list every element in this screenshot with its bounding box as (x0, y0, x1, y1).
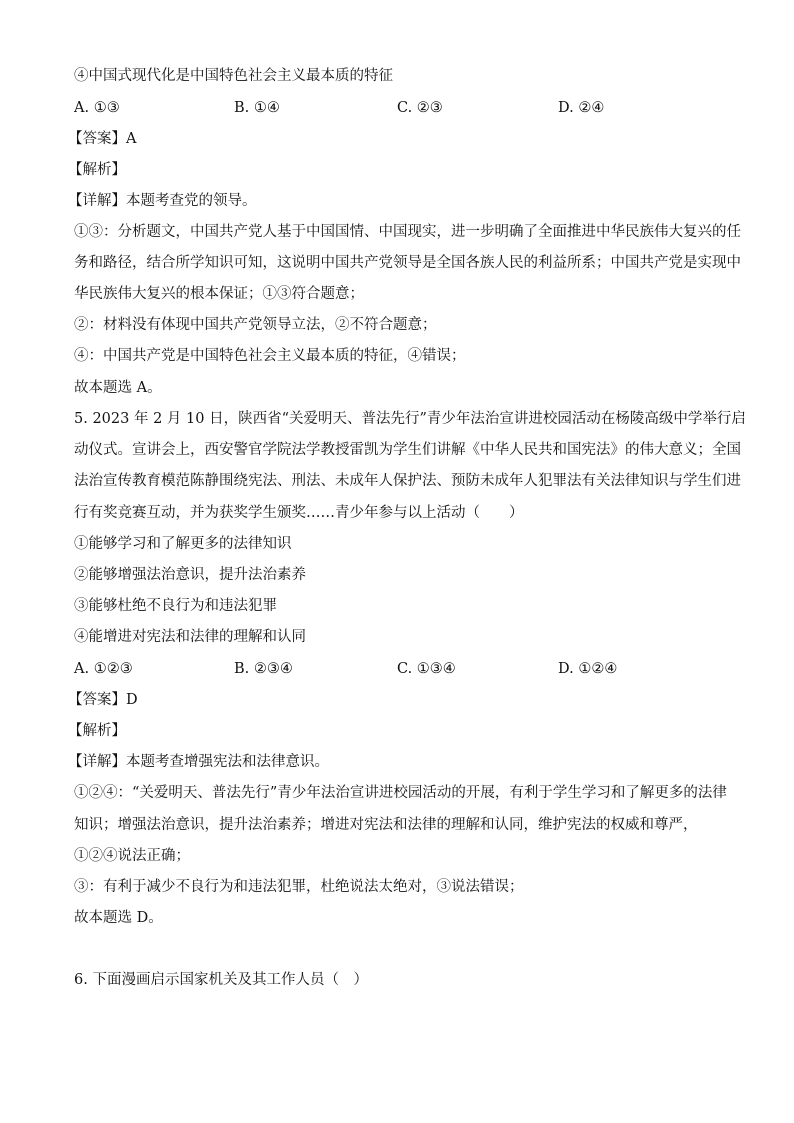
q4-option-d: D. ②④ (558, 100, 605, 116)
q5-explanation-2: ③：有利于减少不良行为和违法犯罪，杜绝说法太绝对，③说法错误； (74, 879, 524, 895)
q4-analysis-heading: 【解析】 (68, 162, 126, 178)
q4-explanation-1b: 务和路径，结合所学知识可知，这说明中国共产党领导是全国各族人民的利益所系；中国共产党是实现中 (74, 255, 741, 271)
q5-explanation-1a: ①②④：“关爱明天、普法先行”青少年法治宣讲进校园活动的开展，有利于学生学习和了解更多的法律 (74, 785, 727, 801)
q5-option-b: B. ②③④ (234, 661, 293, 677)
q4-explanation-3: ④：中国共产党是中国特色社会主义最本质的特征，④错误； (74, 348, 466, 364)
q5-stem-line-3: 法治宣传教育模范陈静围绕宪法、刑法、未成年人保护法、预防未成年人犯罪法有关法律知识与学生们进 (74, 473, 741, 489)
q4-explanation-1c: 华民族伟大复兴的根本保证；①③符合题意； (74, 286, 364, 302)
q5-stem-line-2: 动仪式。宣讲会上，西安警官学院法学教授雷凯为学生们讲解《中华人民共和国宪法》的伟大意义；全国 (74, 442, 741, 458)
q4-conclusion: 故本题选 A。 (74, 380, 162, 396)
q5-statement-3: ③能够杜绝不良行为和违法犯罪 (74, 598, 277, 614)
q5-explanation-1c: ①②④说法正确； (74, 848, 190, 864)
q4-explanation-1a: ①③：分析题文，中国共产党人基于中国国情、中国现实，进一步明确了全面推进中华民族伟大复兴的任 (74, 224, 741, 240)
q4-option-c: C. ②③ (397, 100, 443, 116)
q5-stem-line-1: 5. 2023 年 2 月 10 日，陕西省“关爱明天、普法先行”青少年法治宣讲进校园活动在杨陵高级中学举行启 (74, 411, 746, 427)
q5-explanation-1b: 知识；增强法治意识，提升法治素养；增进对宪法和法律的理解和认同，维护宪法的权威和尊严， (74, 817, 698, 833)
q5-statement-1: ①能够学习和了解更多的法律知识 (74, 536, 292, 552)
q4-option-b: B. ①④ (234, 100, 280, 116)
q5-conclusion: 故本题选 D。 (74, 910, 163, 926)
q5-detail: 【详解】本题考查增强宪法和法律意识。 (68, 754, 329, 770)
q5-analysis-heading: 【解析】 (68, 723, 126, 739)
q5-stem-line-4: 行有奖竞赛互动，并为获奖学生颁奖……青少年参与以上活动（ ） (74, 505, 524, 521)
q5-option-a: A. ①②③ (74, 661, 133, 677)
q5-answer: 【答案】D (68, 692, 138, 708)
q4-explanation-2: ②：材料没有体现中国共产党领导立法，②不符合题意； (74, 317, 437, 333)
q4-statement-4: ④中国式现代化是中国特色社会主义最本质的特征 (74, 68, 393, 84)
q4-detail: 【详解】本题考查党的领导。 (68, 193, 257, 209)
q5-option-c: C. ①③④ (397, 661, 456, 677)
q5-statement-2: ②能够增强法治意识，提升法治素养 (74, 567, 306, 583)
q5-statement-4: ④能增进对宪法和法律的理解和认同 (74, 629, 306, 645)
q4-option-a: A. ①③ (74, 100, 120, 116)
q4-answer: 【答案】A (68, 131, 137, 147)
q5-option-d: D. ①②④ (558, 661, 618, 677)
q6-stem: 6. 下面漫画启示国家机关及其工作人员（ ） (74, 972, 368, 988)
